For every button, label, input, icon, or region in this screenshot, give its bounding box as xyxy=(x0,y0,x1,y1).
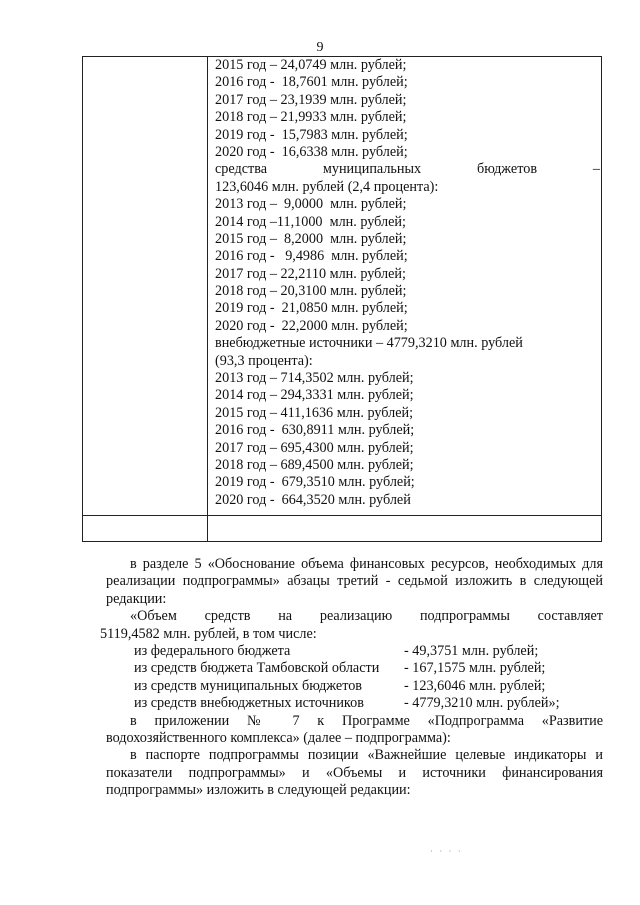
financing-table xyxy=(82,56,602,542)
table-line: 2015 год – 24,0749 млн. рублей; xyxy=(215,57,407,73)
faint-marks: · · · · xyxy=(430,846,463,856)
table-line: 2019 год - 21,0850 млн. рублей; xyxy=(215,300,408,317)
table-line: 2020 год - 664,3520 млн. рублей xyxy=(215,491,411,508)
passport-paragraph: в паспорте подпрограммы позиции «Важнейшие целевые индикаторы и показатели подпрограммы» и «Объемы и источники финансирования подпрограммы» изложить в следующей редакции: xyxy=(106,747,603,799)
table-line: 2014 год –11,1000 млн. рублей; xyxy=(215,213,406,230)
table-line: 2018 год – 21,9933 млн. рублей; xyxy=(215,109,407,126)
table-line: 2014 год – 294,3331 млн. рублей; xyxy=(215,387,414,404)
table-line: 2013 год – 714,3502 млн. рублей; xyxy=(215,370,414,387)
table-line: 2017 год – 695,4300 млн. рублей; xyxy=(215,439,414,456)
table-line: 2020 год - 22,2000 млн. рублей; xyxy=(215,317,408,334)
volume-line-2: 5119,4582 млн. рублей, в том числе: xyxy=(100,625,317,642)
table-line: 2016 год - 630,8911 млн. рублей; xyxy=(215,422,415,439)
document-body xyxy=(100,556,603,800)
appendix-paragraph: в приложении № 7 к Программе «Подпрограмма «Развитие водохозяйственного комплекса» (далее – подпрограмма): xyxy=(106,712,603,747)
table-line: 2019 год - 679,3510 млн. рублей; xyxy=(215,474,415,491)
source-row: из средств бюджета Тамбовской области - 167,1575 млн. рублей; xyxy=(134,660,546,677)
table-line: 2016 год - 18,7601 млн. рублей; xyxy=(215,74,408,91)
table-line: 2017 год – 23,1939 млн. рублей; xyxy=(215,91,407,108)
table-line: 123,6046 млн. рублей (2,4 процента): xyxy=(215,178,439,195)
table-line: 2018 год – 20,3100 млн. рублей; xyxy=(215,283,407,300)
table-line: внебюджетные источники – 4779,3210 млн. рублей xyxy=(215,335,523,352)
table-line: 2019 год - 15,7983 млн. рублей; xyxy=(215,126,408,143)
volume-line: «Объем средств на реализацию подпрограммы составляет xyxy=(130,608,603,625)
table-column-divider xyxy=(207,57,208,541)
table-line: 2017 год – 22,2110 млн. рублей; xyxy=(215,265,406,282)
table-line: 2015 год – 411,1636 млн. рублей; xyxy=(215,404,414,421)
table-row-divider xyxy=(83,515,601,516)
source-row: из средств внебюджетных источников - 4779,3210 млн. рублей»; xyxy=(134,695,560,712)
source-row: из федерального бюджета - 49,3751 млн. рублей; xyxy=(134,643,539,660)
municipal-heading: средства муниципальных бюджетов – xyxy=(215,161,600,178)
financing-cell xyxy=(215,57,600,509)
table-line: (93,3 процента): xyxy=(215,352,313,369)
table-line: 2015 год – 8,2000 млн. рублей; xyxy=(215,230,407,247)
table-line: 2018 год – 689,4500 млн. рублей; xyxy=(215,456,414,473)
section5-paragraph: в разделе 5 «Обоснование объема финансовых ресурсов, необходимых для реализации подпрограммы» абзацы третий - седьмой изложить в следующей редакции: xyxy=(106,556,603,607)
source-row: из средств муниципальных бюджетов - 123,6046 млн. рублей; xyxy=(134,677,546,694)
table-line: 2020 год - 16,6338 млн. рублей; xyxy=(215,143,408,160)
table-line: 2016 год - 9,4986 млн. рублей; xyxy=(215,248,408,265)
table-line: 2013 год – 9,0000 млн. рублей; xyxy=(215,196,407,213)
page-number: 9 xyxy=(316,40,324,55)
table-cell-border xyxy=(207,515,213,541)
